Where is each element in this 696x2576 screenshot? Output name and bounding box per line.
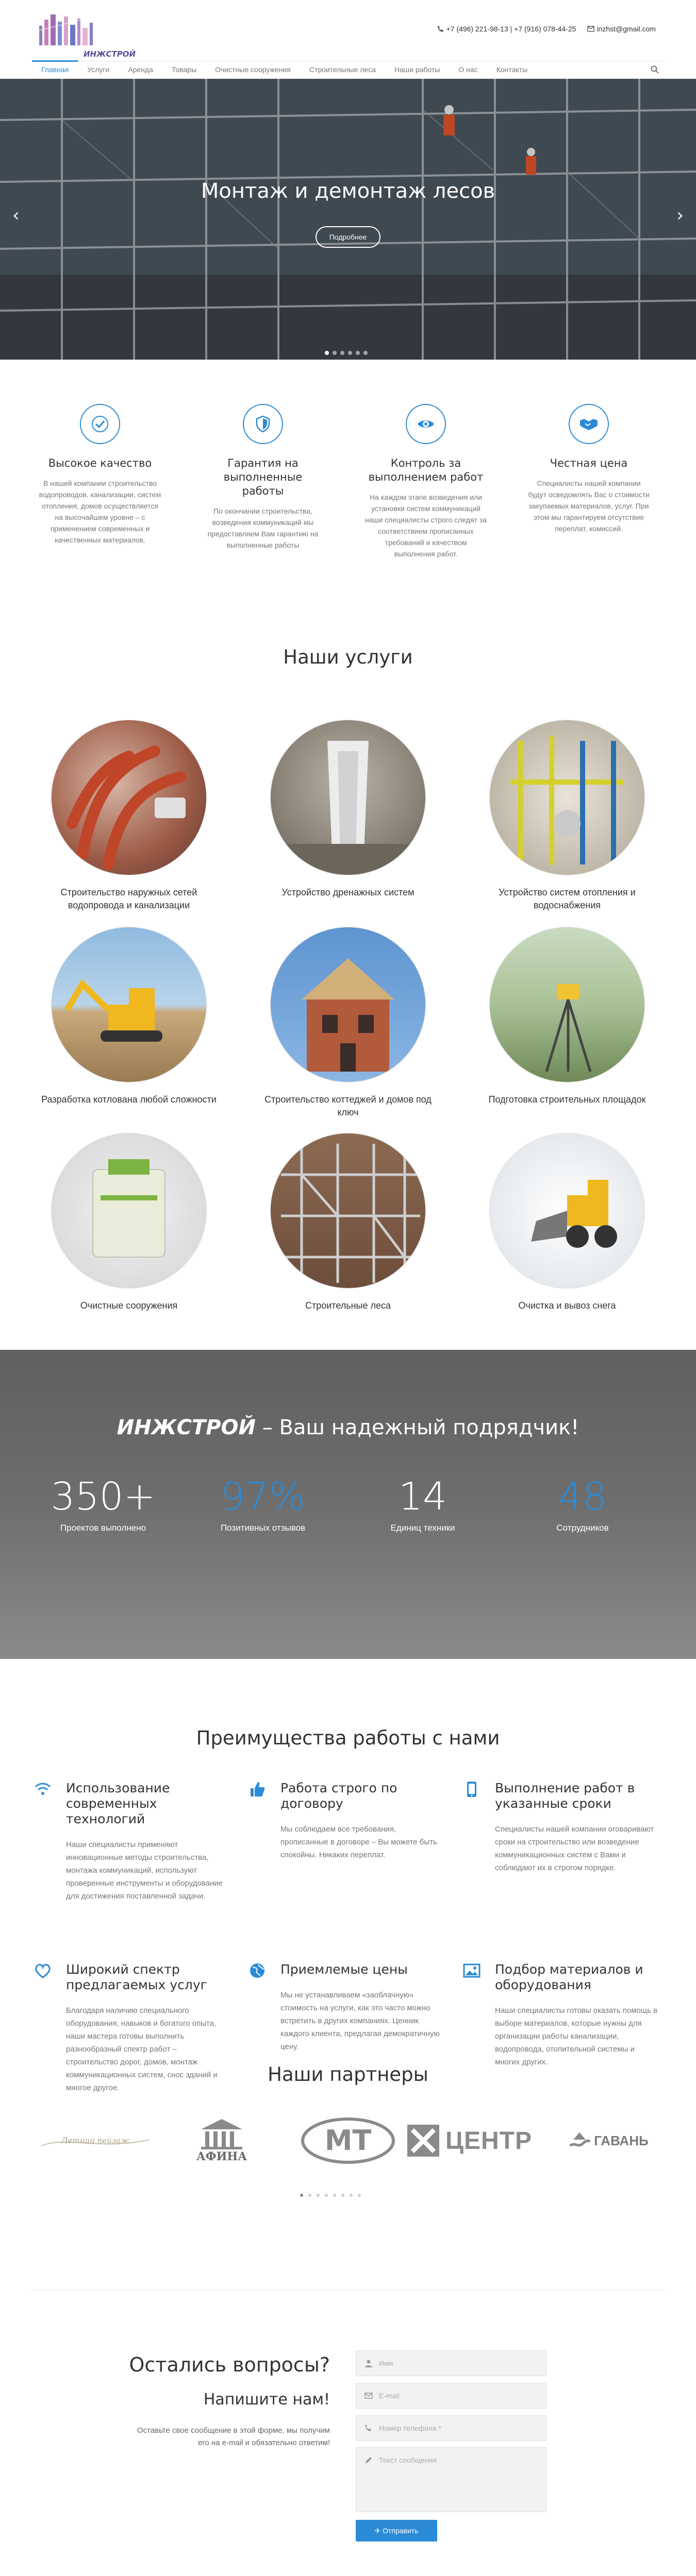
feature-title: Честная цена: [550, 457, 628, 469]
partner-logo[interactable]: [299, 2112, 397, 2169]
partner-name: ЦЕНТР: [445, 2127, 533, 2155]
nav-item-works[interactable]: Наши работы: [394, 65, 440, 74]
advantage-item: [248, 1962, 444, 2053]
slider-prev-icon[interactable]: ‹: [12, 205, 20, 226]
service-label: Очистка и вывоз снега: [518, 1300, 616, 1311]
service-item[interactable]: [474, 1133, 660, 1312]
advantage-text: Специалисты нашей компании оговаривают сроки на строительство или возведение коммуникационных систем с Вами и соблюдают их в строгом порядке.: [495, 1825, 654, 1872]
pager-dot[interactable]: [317, 2194, 320, 2197]
send-icon: ✈: [374, 2527, 383, 2535]
message-placeholder: Текст сообщения: [379, 2456, 437, 2464]
service-item[interactable]: [36, 927, 222, 1106]
service-label: Очистные сооружения: [80, 1300, 178, 1311]
pager-dot[interactable]: [308, 2194, 311, 2197]
stat-reviews: [196, 1473, 330, 1533]
service-label: Подготовка строительных площадок: [488, 1094, 646, 1105]
slider-dot[interactable]: [363, 351, 368, 355]
service-item[interactable]: [474, 720, 660, 912]
pager-dot[interactable]: [341, 2194, 344, 2197]
feature-guarantee: [201, 404, 325, 551]
pager-dot[interactable]: [300, 2194, 303, 2197]
pager-dot[interactable]: [358, 2194, 361, 2197]
mobile-icon: [463, 1781, 480, 1798]
partner-name: ГАВАНЬ: [594, 2132, 649, 2148]
services-title: Наши услуги: [283, 646, 413, 668]
phone-placeholder: Номер телефона *: [379, 2424, 441, 2432]
advantage-title: Широкий спектр предлагаемых услуг: [66, 1962, 207, 1992]
partners-title: Наши партнеры: [268, 2063, 428, 2086]
stat-value: 14: [398, 1475, 448, 1519]
main-nav: [32, 61, 664, 78]
service-item[interactable]: [36, 720, 222, 912]
service-label: Строительство наружных сетей водопровода и канализации: [60, 887, 197, 910]
service-image-pipes: [52, 720, 206, 875]
service-item[interactable]: [474, 927, 660, 1106]
hero-scaffolding-image: [0, 79, 696, 360]
service-image-drainage: [271, 720, 425, 875]
service-image-snow: [490, 1133, 644, 1288]
contact-text: Оставьте свое сообщение в этой форме, мы получим его на e-mail и обязательно ответим!: [137, 2426, 330, 2447]
partner-logo-graphic: [405, 2123, 441, 2159]
email-field[interactable]: [356, 2383, 546, 2409]
globe-icon: [248, 1962, 266, 1979]
service-image-survey: [490, 927, 644, 1082]
feature-text: По окончании строительства, возведения коммуникаций мы предоставляем Вам гарантию на выполненные работы: [207, 507, 319, 549]
partner-logo[interactable]: [36, 2112, 155, 2169]
service-label: Устройство дренажных систем: [281, 887, 415, 897]
partner-logo-graphic: [568, 2130, 591, 2151]
contact-subtitle: Напишите нам!: [203, 2391, 330, 2409]
feature-quality: [38, 404, 162, 546]
phone-icon: [364, 2424, 373, 2432]
partner-name: МТ: [324, 2124, 372, 2157]
mail-icon: [587, 26, 594, 32]
pencil-icon: [364, 2456, 373, 2464]
shield-icon: [243, 404, 283, 444]
email-placeholder: E-mail: [379, 2392, 400, 2400]
pager-dot[interactable]: [350, 2194, 353, 2197]
advantage-title: Подбор материалов и оборудования: [495, 1962, 643, 1992]
service-label: Строительство коттеджей и домов под ключ: [264, 1094, 432, 1117]
divider: [32, 2290, 664, 2291]
nav-item-treatment[interactable]: Очистные сооружения: [215, 65, 291, 74]
thumbs-up-icon: [248, 1781, 266, 1798]
handshake-icon: [569, 404, 609, 444]
service-image-cottage: [271, 927, 425, 1082]
stats-brand: ИНЖСТРОЙ: [117, 1416, 256, 1439]
partner-logo[interactable]: [186, 2112, 258, 2169]
service-label: Разработка котлована любой сложности: [41, 1094, 217, 1105]
slider-dot[interactable]: [340, 351, 344, 355]
phone-field[interactable]: [356, 2415, 546, 2441]
stat-value: 48: [558, 1475, 607, 1519]
pager-dot[interactable]: [333, 2194, 336, 2197]
advantage-title: Приемлемые цены: [280, 1962, 408, 1977]
nav-item-rent[interactable]: Аренда: [128, 65, 153, 74]
service-image-scaffolding: [271, 1133, 425, 1288]
nav-item-about[interactable]: О нас: [458, 65, 478, 74]
stat-label: Проектов выполнено: [60, 1523, 146, 1533]
service-image-excavator: [52, 927, 206, 1082]
partner-logo-graphic: [299, 2115, 397, 2166]
feature-title: Гарантия на выполненные работы: [223, 457, 303, 497]
hero-more-button[interactable]: Подробнее: [316, 226, 380, 248]
feature-control: [364, 404, 488, 560]
feature-text: Специалисты нашей компании будут осведомлять Вас о стоимости закупаемых материалов, услуг. При этом мы гарантируем отсутствие переплат, комиссий.: [528, 479, 650, 533]
logo[interactable]: [32, 10, 136, 59]
partner-name: АФИНА: [196, 2150, 247, 2163]
nav-item-services[interactable]: Услуги: [87, 65, 110, 74]
logo-graphic: [32, 10, 125, 56]
user-icon: [364, 2359, 373, 2367]
service-item[interactable]: [255, 1133, 441, 1312]
advantage-item: [248, 1781, 444, 1861]
service-image-treatment: [52, 1133, 206, 1288]
heart-icon: [34, 1962, 52, 1979]
slider-dot[interactable]: [356, 351, 360, 355]
feature-title: Контроль за выполнением работ: [368, 457, 484, 483]
stat-projects: [36, 1473, 170, 1533]
stat-label: Единиц техники: [390, 1523, 455, 1533]
stat-machinery: [356, 1473, 490, 1533]
header-phones[interactable]: +7 (496) 221-98-13 | +7 (916) 078-44-25: [446, 25, 576, 33]
advantage-item: [34, 1781, 230, 1903]
send-button[interactable]: [356, 2520, 437, 2541]
slider-next-icon[interactable]: ›: [676, 205, 684, 226]
feature-text: В нашей компании строительство водопроводов, канализации, систем отопления, домов осуществляется на высочайшем уровне – с применением современных и качественных материалов.: [39, 479, 161, 544]
partner-logo-graphic: [196, 2118, 247, 2150]
stats-section: [0, 1350, 696, 1659]
feature-price: [527, 404, 651, 534]
service-item[interactable]: [255, 927, 441, 1119]
stats-tagline: – Ваш надежный подрядчик!: [256, 1416, 579, 1439]
advantage-title: Выполнение работ в указанные сроки: [495, 1781, 635, 1811]
slider-dot[interactable]: [325, 351, 329, 355]
slider-dots: [325, 351, 368, 355]
top-contacts: [437, 25, 656, 33]
service-label: Строительные леса: [305, 1300, 391, 1311]
stats-heading: [0, 1416, 696, 1439]
advantage-title: Использование современных технологий: [66, 1781, 170, 1826]
nav-item-contacts[interactable]: Контакты: [496, 65, 528, 74]
contact-title: Остались вопросы?: [129, 2353, 330, 2376]
stat-staff: [516, 1473, 650, 1533]
partners-pager: [300, 2194, 361, 2197]
slider-dot[interactable]: [333, 351, 337, 355]
nav-item-goods[interactable]: Товары: [171, 65, 197, 74]
partner-logo[interactable]: [404, 2112, 533, 2169]
mail-icon: [364, 2392, 373, 2400]
advantage-title: Работа строго по договору: [280, 1781, 397, 1811]
eye-icon: [406, 404, 446, 444]
advantage-text: Наши специалисты готовы оказать помощь в выборе материалов, которые нужны для организации работы канализации, водопровода, отопительной системы и многих других.: [495, 2006, 658, 2066]
advantage-item: [463, 1962, 659, 2069]
feature-text: На каждом этапе возведения или установки систем коммуникаций наши специалисты строго следят за соответствием прописанных требований и качеством выполнения работ.: [364, 493, 487, 558]
service-label: Устройство систем отопления и водоснабжения: [499, 887, 636, 910]
partner-name: Летний пейзаж: [61, 2136, 129, 2145]
partner-logo[interactable]: [557, 2112, 660, 2169]
name-field[interactable]: [356, 2350, 546, 2376]
feature-title: Высокое качество: [48, 457, 152, 469]
hero-slider: [0, 79, 696, 360]
header-email[interactable]: inzhst@gmail.com: [596, 25, 656, 33]
stat-value: 97%: [220, 1475, 306, 1519]
service-item[interactable]: [36, 1133, 222, 1312]
stat-value: 350+: [51, 1475, 156, 1519]
send-label: Отправить: [383, 2527, 419, 2535]
check-icon: [80, 404, 120, 444]
site-header: [0, 0, 696, 59]
service-image-heating: [490, 720, 644, 875]
advantage-text: Мы соблюдаем все требования, прописанные в договоре – Вы можете быть спокойны. Никаких переплат.: [280, 1825, 437, 1859]
advantages-title: Преимущества работы с нами: [196, 1727, 500, 1749]
image-icon: [463, 1962, 480, 1979]
advantage-text: Мы не устанавливаем «заоблачную» стоимость на услуги, как это часто можно встретить в других компаниях. Ценник каждого клиента, предлагая демократичную цену.: [280, 1991, 440, 2051]
pager-dot[interactable]: [325, 2194, 328, 2197]
advantage-text: Благодаря наличию специального оборудования, навыков и богатого опыта, наши мастера готовы выполнить разнообразный спектр работ – строительство дорог, домов, монтаж коммуникационных систем, снос зданий и многое другое.: [66, 2006, 218, 2092]
stat-label: Позитивных отзывов: [220, 1523, 306, 1533]
stat-label: Сотрудников: [556, 1523, 609, 1533]
wifi-icon: [34, 1781, 52, 1798]
search-icon[interactable]: [651, 65, 659, 74]
name-placeholder: Имя: [379, 2359, 393, 2367]
advantage-text: Наши специалисты применяют инновационные методы строительства, монтажа коммуникаций, используют проверенные инструменты и оборудование для достижения поставленной задачи.: [66, 1840, 223, 1901]
message-field[interactable]: [356, 2447, 546, 2512]
advantage-item: [463, 1781, 659, 1874]
logo-text: ИНЖСТРОЙ: [84, 49, 136, 59]
phone-icon: [437, 25, 444, 32]
nav-item-home[interactable]: Главная: [32, 61, 78, 78]
service-item[interactable]: [255, 720, 441, 899]
slider-dot[interactable]: [348, 351, 352, 355]
hero-title: Монтаж и демонтаж лесов: [201, 179, 495, 203]
nav-item-scaffolding[interactable]: Строительные леса: [309, 65, 376, 74]
